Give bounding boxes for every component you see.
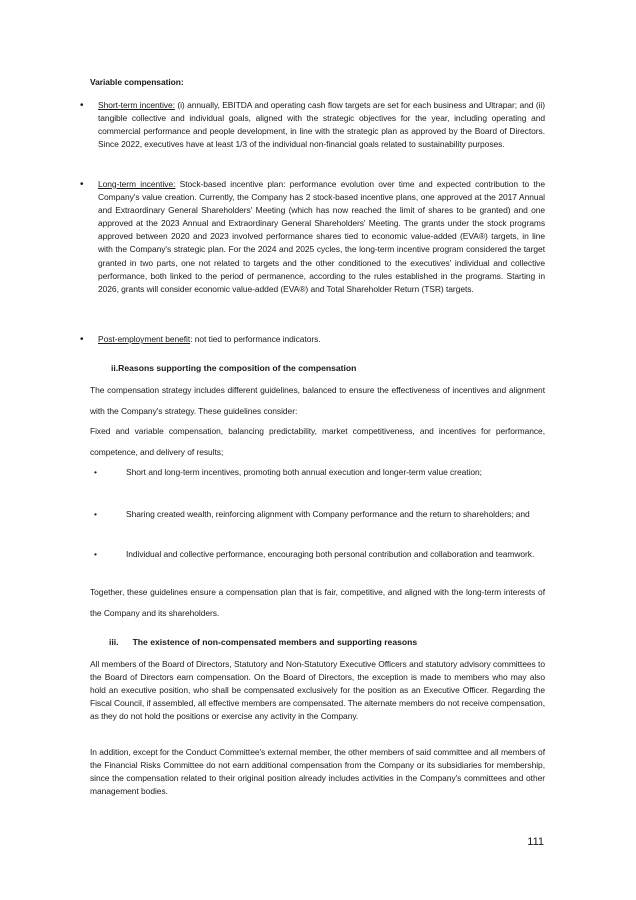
inner-bullet-1 [90, 462, 545, 483]
inner-bullet-text: Short and long-term incentives, promoting both annual execution and longer-term value creation; [126, 467, 482, 477]
subsection-ii-heading: ii.Reasons supporting the composition of the compensation [111, 363, 357, 373]
inner-bullet-text: Sharing created wealth, reinforcing alignment with Company performance and the return to shareholders; and [126, 509, 530, 519]
bullet-marker: • [80, 334, 84, 345]
para-ii-conclusion: Together, these guidelines ensure a compensation plan that is fair, competitive, and aligned with the long-term interests of the Company and its shareholders. [90, 587, 545, 618]
bullet-text [98, 178, 545, 296]
bullet-text [98, 333, 545, 346]
bullet-post-employment [80, 333, 545, 347]
bullet-marker: • [94, 549, 97, 559]
bullet-body: Stock-based incentive plan: performance evolution over time and expected contribution to the Company's value creation. Currently, the Company has 2 stock-based incentive plans, one approved at the 2017 Annual and Extraordinary General Shareholders' Meeting (which has now reached the limit of shares to be granted) and one approved at the 2023 Annual and Extraordinary General Shareholders' Meeting. The grants under the stock programs approved between 2020 and 2023 involved performance shares tied to economic value-added (EVA®) targets, in line with the Company's strategic plan. For the 2024 and 2025 cycles, the long-term incentive program considered the target granted in two parts, one not related to targets and the other conditioned to the executives' individual and collective performance, both linked to the period of permanence, according to the rules established in the programs. Starting in 2026, grants will consider economic value-added (EVA®) and Total Shareholder Return (TSR) targets. [98, 179, 545, 294]
bullet-label: Post-employment benefit [98, 334, 191, 344]
bullet-text [98, 99, 545, 151]
bullet-marker: • [80, 100, 84, 111]
subsection-iii-heading [109, 636, 417, 649]
inner-bullet-3 [90, 544, 545, 565]
bullet-short-term [80, 99, 545, 169]
bullet-body: (i) annually, EBITDA and operating cash flow targets are set for each business and Ultrapar; and (ii) tangible collective and individual goals, aligned with the strategic objectives for the year, including operating and commercial performance and people development, in line with the strategic plan as approved by the Board of Directors. Since 2022, executives have at least 1/3 of the individual non-financial goals related to sustainability purposes. [98, 100, 546, 150]
para-iii-committees: In addition, except for the Conduct Committee's external member, the other members of said committee and all members of the Financial Risks Committee do not earn additional compensation from the Company or its subsidiaries for membership, since the compensation related to their original position already includes activities in the Company's committees and other management bodies. [90, 747, 545, 797]
bullet-body: : not tied to performance indicators. [190, 334, 321, 344]
inner-bullet-2 [90, 504, 545, 525]
bullet-long-term [80, 178, 545, 323]
page-number: 111 [527, 836, 544, 848]
bullet-marker: • [94, 467, 97, 477]
bullet-marker: • [80, 179, 84, 190]
subsection-iii-number: iii. [109, 637, 119, 647]
bullet-label: Long-term incentive: [98, 179, 176, 189]
para-ii-fixed-variable: Fixed and variable compensation, balancing predictability, market competitiveness, and incentives for performance, competence, and delivery of results; [90, 426, 545, 457]
bullet-marker: • [94, 509, 97, 519]
inner-bullet-text: Individual and collective performance, encouraging both personal contribution and collaboration and teamwork. [126, 549, 535, 559]
para-iii-members: All members of the Board of Directors, Statutory and Non-Statutory Executive Officers and statutory advisory committees to the Board of Directors earn compensation. On the Board of Directors, the exception is made to members who may also hold an executive position, who shall be compensated exclusively for the position as an Executive Officer. Regarding the Fiscal Council, if assembled, all effective members are compensated. The alternate members do not receive compensation, as they do not hold the positions or exercise any activity in the Company. [90, 659, 545, 722]
para-ii-intro: The compensation strategy includes different guidelines, balanced to ensure the effectiveness of incentives and alignment with the Company's strategy. These guidelines consider: [90, 385, 545, 416]
subsection-iii-title: The existence of non-compensated members and supporting reasons [132, 637, 418, 647]
bullet-label: Short-term incentive: [98, 100, 175, 110]
section-title: Variable compensation: [90, 77, 184, 87]
